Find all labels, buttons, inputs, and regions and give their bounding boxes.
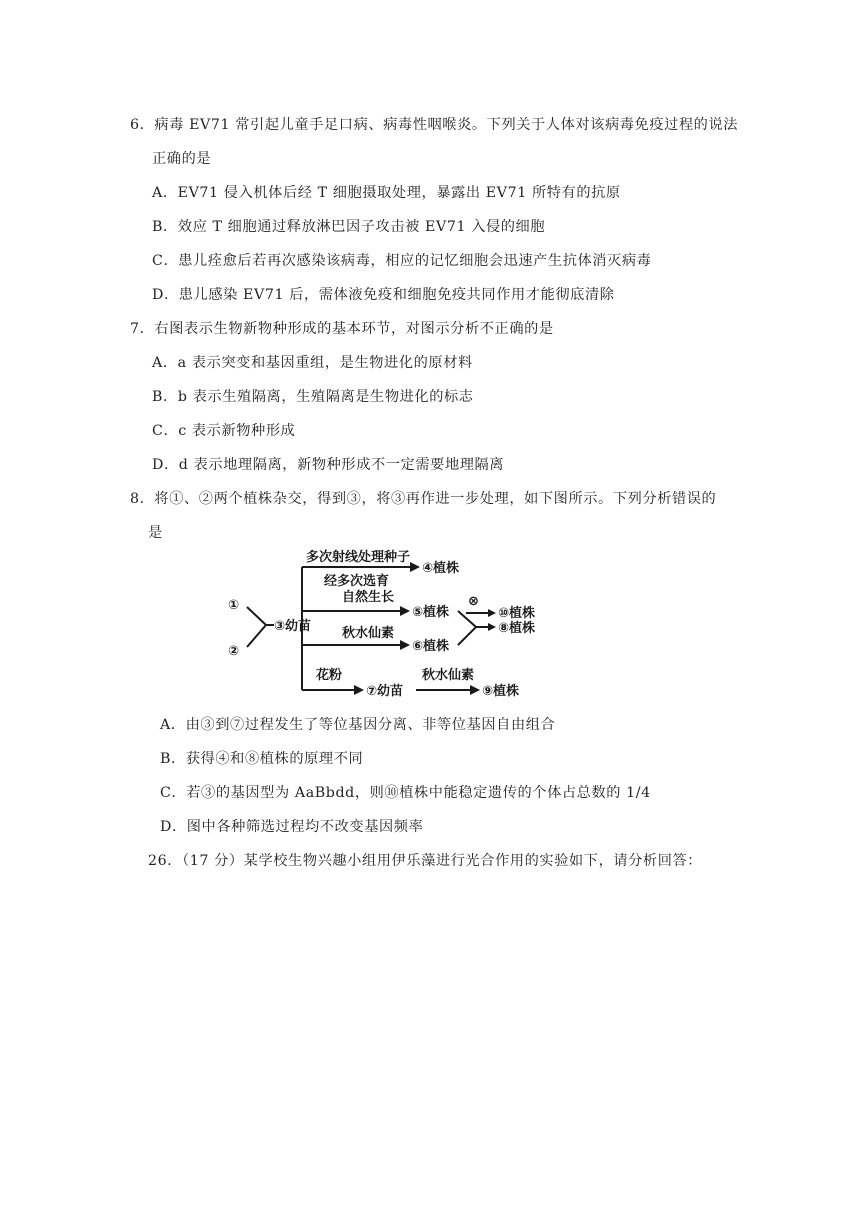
q7-option-b: B．b 表示生殖隔离，生殖隔离是生物进化的标志 — [152, 389, 474, 405]
selfing-arrowhead — [488, 609, 496, 617]
q6-option-d: D．患儿感染 EV71 后，需体液免疫和细胞免疫共同作用才能彻底清除 — [152, 287, 615, 303]
q7-option-a: A．a 表示突变和基因重组，是生物进化的原材料 — [152, 355, 473, 371]
parent-2-label: ② — [228, 644, 240, 659]
plant-8-label: ⑧植株 — [498, 621, 536, 636]
q7-option-c: C．c 表示新物种形成 — [152, 423, 296, 439]
selfing-symbol: ⊗ — [468, 594, 479, 609]
q8-option-b: B．获得④和⑧植株的原理不同 — [160, 751, 364, 767]
q6-option-c: C．患儿痊愈后若再次感染该病毒，相应的记忆细胞会迅速产生抗体消灭病毒 — [152, 253, 652, 269]
plant-4-label: ④植株 — [422, 561, 460, 576]
q6-stem-line2: 正确的是 — [152, 151, 212, 167]
q7-option-d: D．d 表示地理隔离，新物种形成不一定需要地理隔离 — [152, 457, 505, 473]
pollen-label: 花粉 — [316, 668, 343, 683]
cross-line-lower — [458, 627, 476, 645]
q8-option-c: C．若③的基因型为 AaBbdd，则⑩植株中能稳定遗传的个体占总数的 1/4 — [160, 785, 651, 801]
parent-2-line — [247, 625, 266, 647]
colchicine-branch-arrowhead — [400, 640, 410, 650]
q26-stem: 26．（17 分）某学校生物兴趣小组用伊乐藻进行光合作用的实验如下，请分析回答： — [148, 853, 703, 869]
q6-option-a: A．EV71 侵入机体后经 T 细胞摄取处理，暴露出 EV71 所特有的抗原 — [152, 185, 621, 201]
plant-10-label: ⑩植株 — [498, 606, 536, 621]
plant-6-label: ⑥植株 — [412, 639, 450, 654]
colchicine-branch-2-arrowhead — [470, 685, 480, 695]
colchicine-label: 秋水仙素 — [342, 626, 395, 641]
seedling-3-label: ③幼苗 — [274, 619, 312, 634]
colchicine-label-2: 秋水仙素 — [422, 668, 475, 683]
breeding-diagram — [222, 545, 562, 705]
top-branch-arrowhead — [410, 562, 420, 572]
natural-branch-arrowhead — [400, 606, 410, 616]
plant-5-label: ⑤植株 — [412, 605, 450, 620]
q8-stem-line2: 是 — [148, 525, 163, 541]
q7-stem: 7．右图表示生物新物种形成的基本环节，对图示分析不正确的是 — [130, 321, 554, 337]
top-branch-sublabel: 经多次选育 — [324, 574, 390, 589]
seedling-7-label: ⑦幼苗 — [366, 684, 404, 699]
q8-option-a: A．由③到⑦过程发生了等位基因分离、非等位基因自由组合 — [160, 717, 556, 733]
parent-1-label: ① — [228, 598, 240, 613]
parent-1-line — [247, 607, 266, 625]
q8-option-d: D．图中各种筛选过程均不改变基因频率 — [160, 819, 424, 835]
top-branch-label: 多次射线处理种子 — [306, 550, 411, 565]
q8-stem-line1: 8．将①、②两个植株杂交，得到③，将③再作进一步处理，如下图所示。下列分析错误的 — [130, 491, 717, 507]
q6-option-b: B．效应 T 细胞通过释放淋巴因子攻击被 EV71 入侵的细胞 — [152, 219, 546, 235]
plant-9-label: ⑨植株 — [482, 684, 520, 699]
hybrid-arrowhead — [488, 623, 496, 631]
q6-stem-line1: 6．病毒 EV71 常引起儿童手足口病、病毒性咽喉炎。下列关于人体对该病毒免疫过程的说法 — [130, 117, 739, 133]
natural-growth-label: 自然生长 — [342, 590, 395, 605]
pollen-branch-arrowhead — [354, 685, 364, 695]
